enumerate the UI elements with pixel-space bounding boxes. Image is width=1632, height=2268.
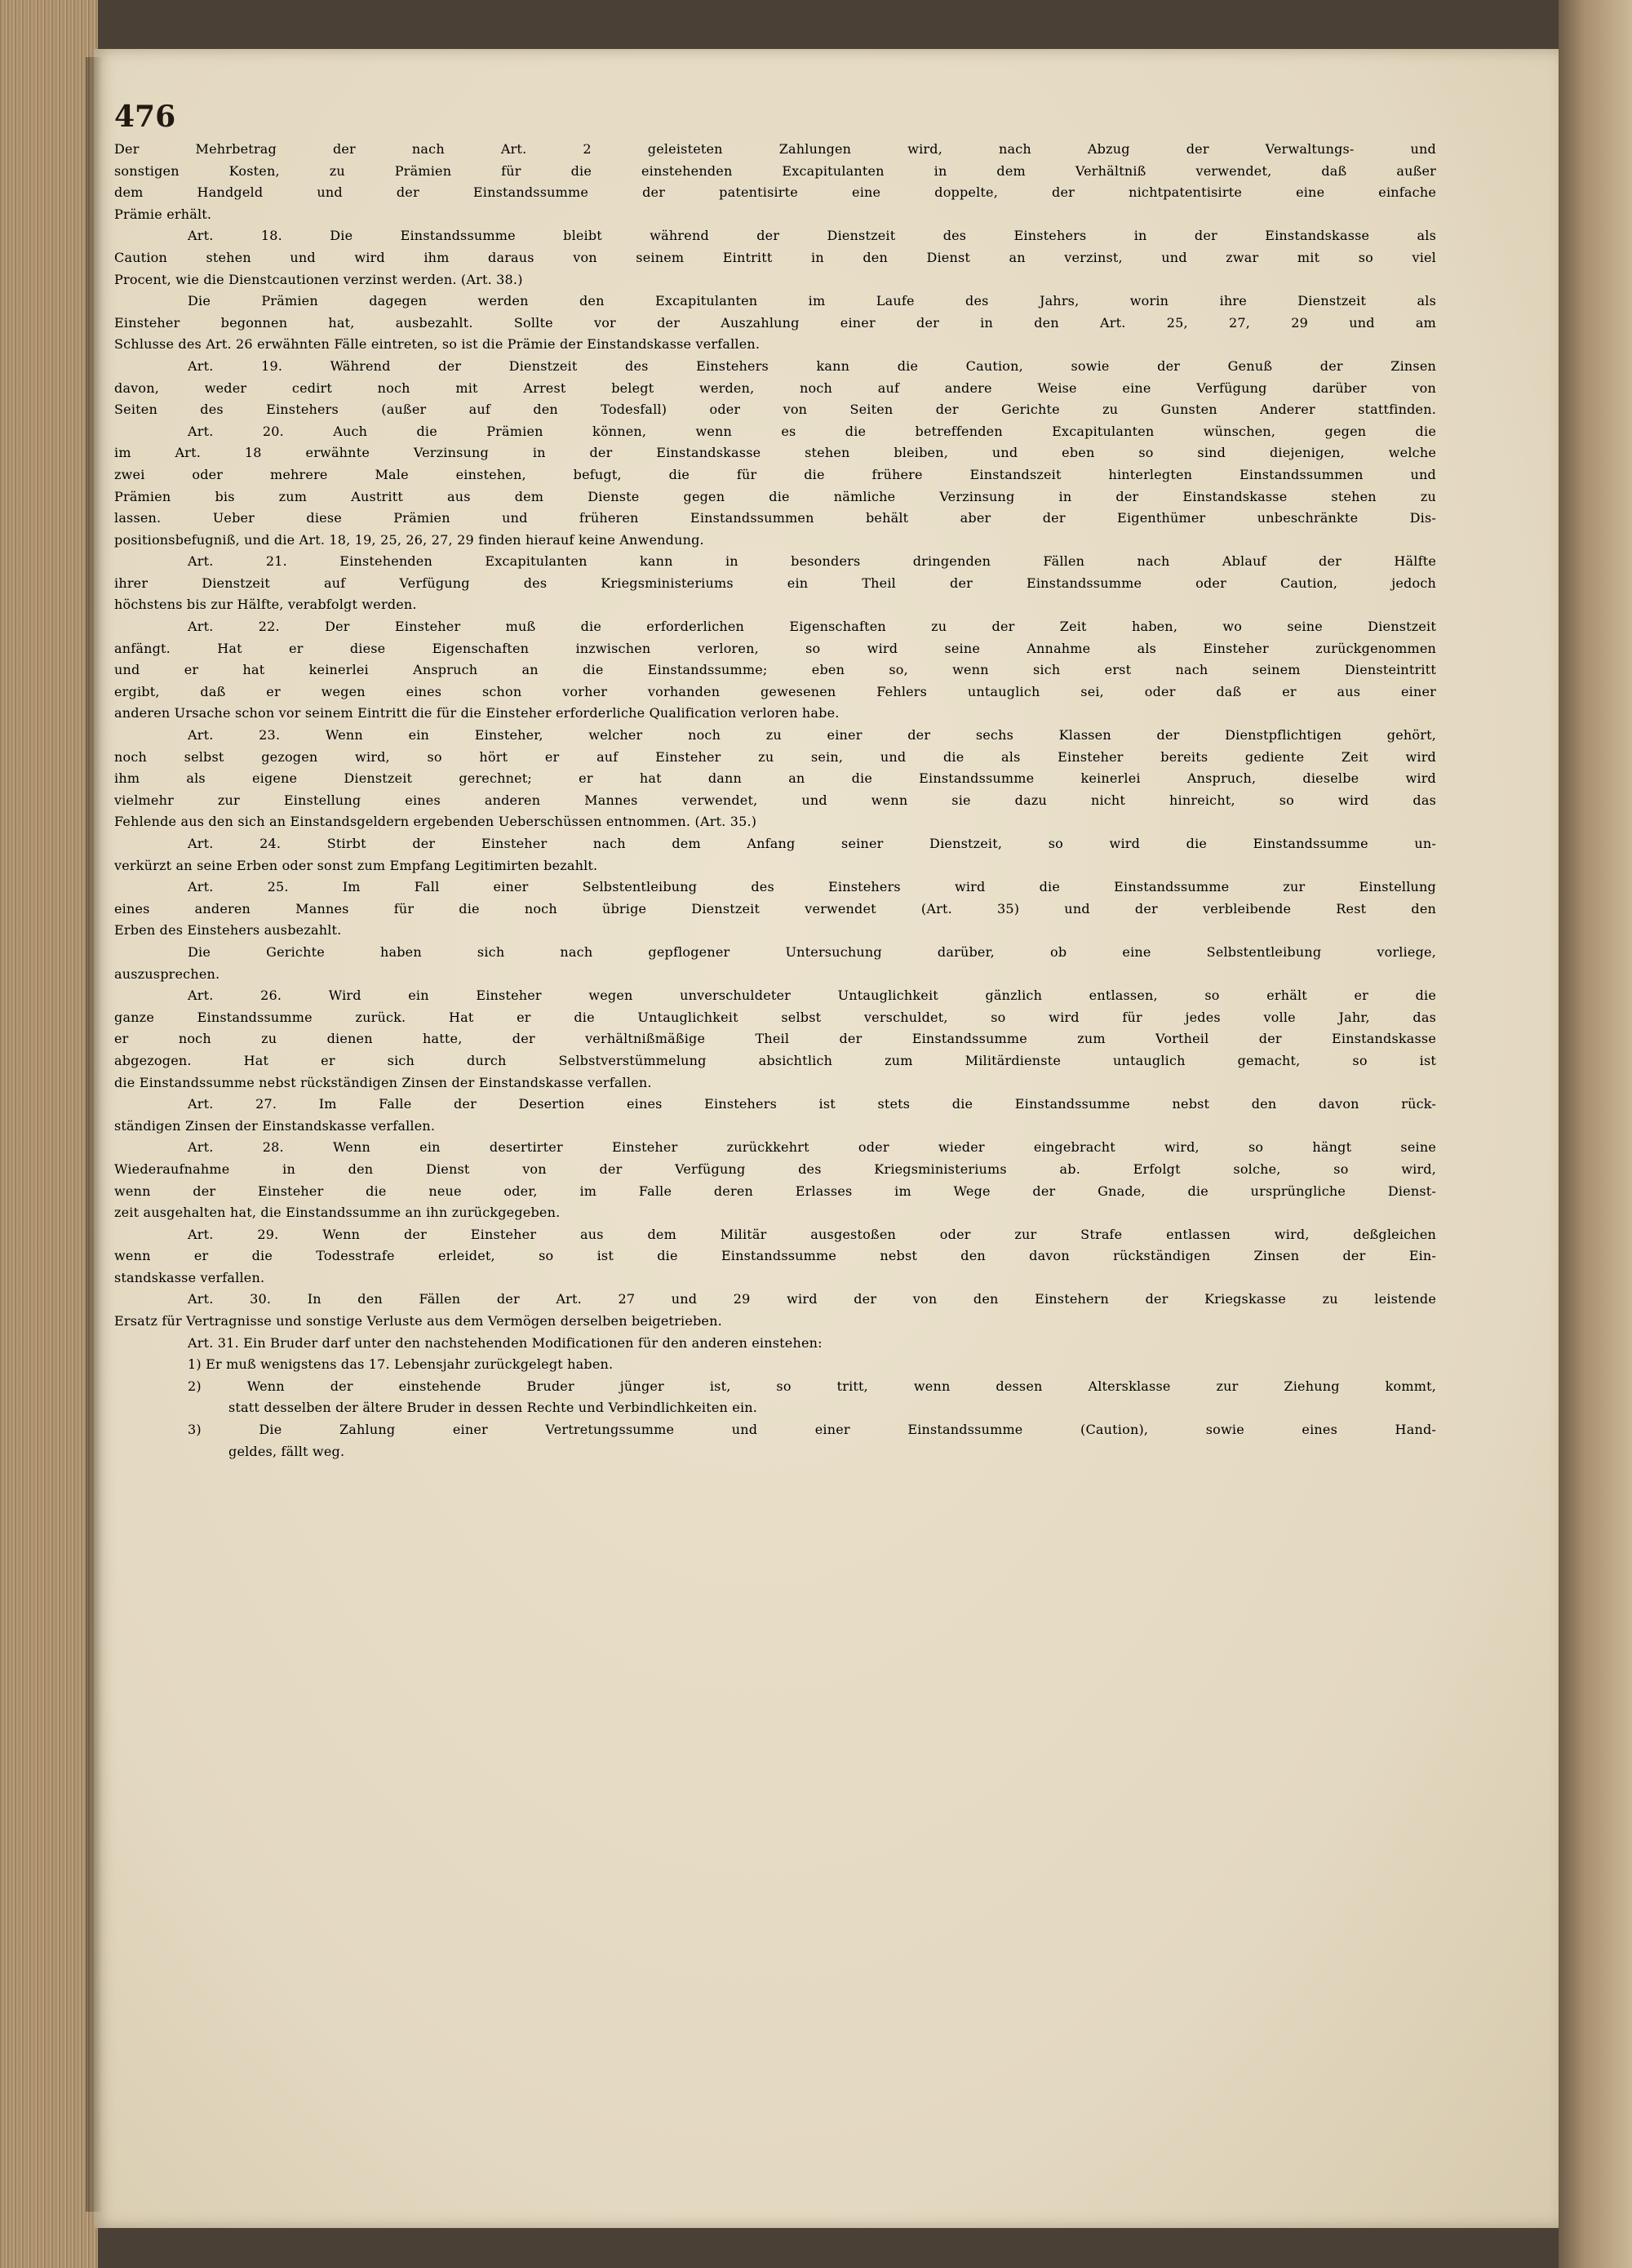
text-line: Art. 31. Ein Bruder darf unter den nachstehenden Modificationen für den anderen einstehen: (188, 1334, 823, 1351)
text-line: Art. 26. Wird ein Einsteher wegen unverschuldeter Untauglichkeit gänzlich entlassen, so erhält er die (188, 988, 1436, 1004)
text-line: Prämien bis zum Austritt aus dem Dienste gegen die nämliche Verzinsung in der Einstandskasse stehen zu (114, 488, 1436, 504)
page-number: 476 (114, 100, 176, 134)
text-line: wenn er die Todesstrafe erleidet, so ist die Einstandssumme nebst den davon rückständigen Zinsen der Ein- (114, 1248, 1436, 1264)
text-line: Seiten des Einstehers (außer auf den Todesfall) oder von Seiten der Gerichte zu Gunsten Anderer stattfinden. (114, 402, 1436, 418)
text-line: Art. 25. Im Fall einer Selbstentleibung des Einstehers wird die Einstandssumme zur Einstellung (188, 879, 1436, 895)
text-line: abgezogen. Hat er sich durch Selbstverstümmelung absichtlich zum Militärdienste untauglich gemacht, so ist (114, 1052, 1436, 1068)
text-line: und er hat keinerlei Anspruch an die Einstandssumme; eben so, wenn sich erst nach seinem Diensteintritt (114, 662, 1436, 678)
text-line: positionsbefugniß, und die Art. 18, 19, 25, 26, 27, 29 finden hierauf keine Anwendung. (114, 531, 704, 548)
text-line: Art. 29. Wenn der Einsteher aus dem Militär ausgestoßen oder zur Strafe entlassen wird, deßgleichen (188, 1226, 1436, 1242)
list-item-continuation: statt desselben der ältere Bruder in dessen Rechte und Verbindlichkeiten ein. (228, 1400, 758, 1416)
text-line: höchstens bis zur Hälfte, verabfolgt werden. (114, 597, 417, 613)
text-line: Schlusse des Art. 26 erwähnten Fälle eintreten, so ist die Prämie der Einstandskasse verfallen. (114, 336, 761, 353)
text-line: Art. 23. Wenn ein Einsteher, welcher noch zu einer der sechs Klassen der Dienstpflichtigen gehört, (188, 727, 1436, 743)
text-line: Einsteher begonnen hat, ausbezahlt. Sollte vor der Auszahlung einer der in den Art. 25, 27, 29 und am (114, 314, 1436, 331)
book-fore-edge (0, 0, 98, 2268)
text-line: Art. 24. Stirbt der Einsteher nach dem Anfang seiner Dienstzeit, so wird die Einstandssumme un- (188, 836, 1436, 851)
text-line: Prämie erhält. (114, 206, 212, 222)
text-line: dem Handgeld und der Einstandssumme der patentisirte eine doppelte, der nichtpatentisirte eine einfache (114, 184, 1436, 201)
text-line: Der Mehrbetrag der nach Art. 2 geleisteten Zahlungen wird, nach Abzug der Verwaltungs- und (114, 141, 1436, 157)
text-line: eines anderen Mannes für die noch übrige Dienstzeit verwendet (Art. 35) und der verbleibende Rest den (114, 900, 1436, 917)
text-line: Art. 18. Die Einstandssumme bleibt während der Dienstzeit des Einstehers in der Einstandskasse als (188, 228, 1436, 244)
text-line: die Einstandssumme nebst rückständigen Zinsen der Einstandskasse verfallen. (114, 1074, 652, 1090)
list-item: 1) Er muß wenigstens das 17. Lebensjahr zurückgelegt haben. (188, 1356, 614, 1373)
text-line: Procent, wie die Dienstcautionen verzinst werden. (Art. 38.) (114, 271, 523, 287)
text-line: im Art. 18 erwähnte Verzinsung in der Einstandskasse stehen bleiben, und eben so sind diejenigen, welche (114, 445, 1436, 461)
text-line: ihm als eigene Dienstzeit gerechnet; er hat dann an die Einstandssumme keinerlei Anspruch, dieselbe wird (114, 770, 1436, 787)
text-line: anderen Ursache schon vor seinem Eintritt die für die Einsteher erforderliche Qualification verloren habe. (114, 705, 840, 721)
text-line: ergibt, daß er wegen eines schon vorher vorhanden gewesenen Fehlers untauglich sei, oder daß er aus einer (114, 683, 1436, 699)
text-line: Erben des Einstehers ausbezahlt. (114, 922, 342, 939)
text-line: anfängt. Hat er diese Eigenschaften inzwischen verloren, so wird seine Annahme als Einsteher zurückgenommen (114, 640, 1436, 656)
text-line: Caution stehen und wird ihm daraus von seinem Eintritt in den Dienst an verzinst, und zwar mit so viel (114, 249, 1436, 265)
text-line: Art. 22. Der Einsteher muß die erforderlichen Eigenschaften zu der Zeit haben, wo seine Dienstzeit (188, 619, 1436, 635)
text-line: sonstigen Kosten, zu Prämien für die einstehenden Excapitulanten in dem Verhältniß verwendet, daß außer (114, 162, 1436, 179)
text-line: Wiederaufnahme in den Dienst von der Verfügung des Kriegsministeriums ab. Erfolgt solche, so wird, (114, 1161, 1436, 1177)
facing-page-edge (1559, 0, 1632, 2268)
page-text (114, 139, 1436, 1462)
list-item: 3) Die Zahlung einer Vertretungssumme und einer Einstandssumme (Caution), sowie eines Hand- (188, 1422, 1436, 1438)
text-line: wenn der Einsteher die neue oder, im Falle deren Erlasses im Wege der Gnade, die ursprüngliche Dienst- (114, 1183, 1436, 1199)
list-item: 2) Wenn der einstehende Bruder jünger ist, so tritt, wenn dessen Altersklasse zur Ziehung kommt, (188, 1378, 1436, 1394)
text-line: zwei oder mehrere Male einstehen, befugt, die für die frühere Einstandszeit hinterlegten Einstandssummen und (114, 466, 1436, 482)
text-line: Art. 27. Im Falle der Desertion eines Einstehers ist stets die Einstandssumme nebst den davon rück- (188, 1096, 1436, 1112)
text-line: Art. 21. Einstehenden Excapitulanten kann in besonders dringenden Fällen nach Ablauf der Hälfte (188, 553, 1436, 570)
text-line: Fehlende aus den sich an Einstandsgeldern ergebenden Ueberschüssen entnommen. (Art. 35.) (114, 814, 757, 830)
text-line: Die Gerichte haben sich nach gepflogener Untersuchung darüber, ob eine Selbstentleibung vorliege, (188, 943, 1436, 960)
text-line: Art. 30. In den Fällen der Art. 27 und 29 wird der von den Einstehern der Kriegskasse zu leistende (188, 1291, 1436, 1307)
text-line: standskasse verfallen. (114, 1269, 265, 1285)
text-line: Art. 19. Während der Dienstzeit des Einstehers kann die Caution, sowie der Genuß der Zinsen (188, 357, 1436, 374)
text-line: auszusprechen. (114, 965, 220, 982)
text-line: verkürzt an seine Erben oder sonst zum Empfang Legitimirten bezahlt. (114, 857, 598, 873)
text-line: ständigen Zinsen der Einstandskasse verfallen. (114, 1117, 436, 1134)
text-line: ganze Einstandssumme zurück. Hat er die Untauglichkeit selbst verschuldet, so wird für jedes volle Jahr, das (114, 1009, 1436, 1025)
gutter-shadow (86, 57, 102, 2212)
text-line: lassen. Ueber diese Prämien und früheren Einstandssummen behält aber der Eigenthümer unbeschränkte Dis- (114, 510, 1436, 526)
text-line: davon, weder cedirt noch mit Arrest belegt werden, noch auf andere Weise eine Verfügung darüber von (114, 379, 1436, 396)
text-line: ihrer Dienstzeit auf Verfügung des Kriegsministeriums ein Theil der Einstandssumme oder Caution, jedoch (114, 575, 1436, 591)
text-line: Art. 20. Auch die Prämien können, wenn es die betreffenden Excapitulanten wünschen, gegen die (188, 423, 1436, 439)
text-line: zeit ausgehalten hat, die Einstandssumme an ihn zurückgegeben. (114, 1205, 561, 1221)
text-line: Art. 28. Wenn ein desertirter Einsteher zurückkehrt oder wieder eingebracht wird, so hängt seine (188, 1139, 1436, 1156)
text-line: er noch zu dienen hatte, der verhältnißmäßige Theil der Einstandssumme zum Vortheil der Einstandskasse (114, 1031, 1436, 1047)
text-line: noch selbst gezogen wird, so hört er auf Einsteher zu sein, und die als Einsteher bereits gediente Zeit wird (114, 748, 1436, 765)
text-line: vielmehr zur Einstellung eines anderen Mannes verwendet, und wenn sie dazu nicht hinreicht, so wird das (114, 792, 1436, 808)
list-item-continuation: geldes, fällt weg. (228, 1443, 345, 1459)
text-line: Die Prämien dagegen werden den Excapitulanten im Laufe des Jahrs, worin ihre Dienstzeit als (188, 293, 1436, 309)
text-line: Ersatz für Vertragnisse und sonstige Verluste aus dem Vermögen derselben beigetrieben. (114, 1313, 722, 1329)
